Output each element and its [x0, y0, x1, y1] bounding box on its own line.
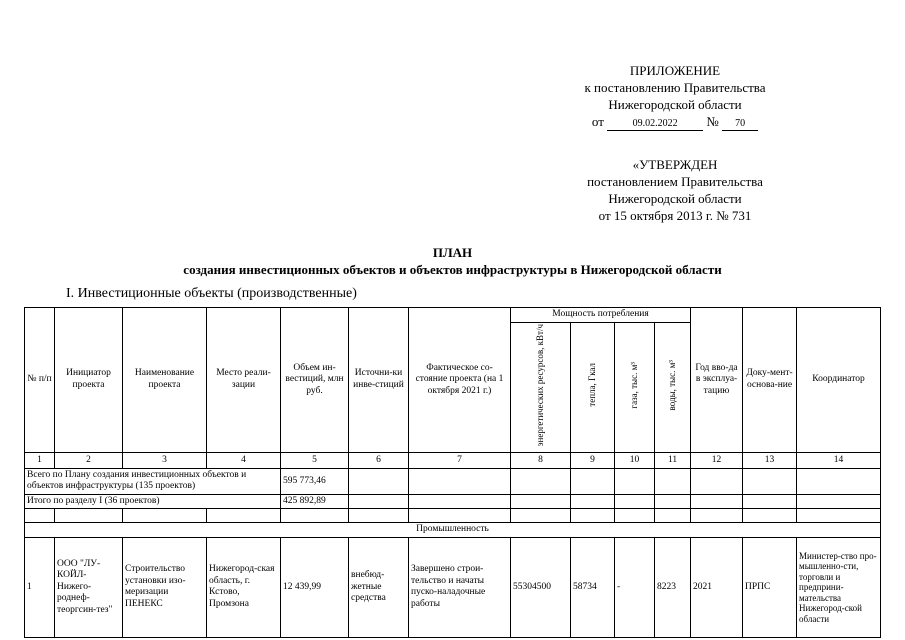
- appendix-title: ПРИЛОЖЕНИЕ: [629, 63, 721, 78]
- row-name: Строительство установки изо-меризации ПЕНЕКС: [123, 537, 207, 637]
- header-name: Наименование проекта: [123, 308, 207, 453]
- row-volume: 12 439,99: [281, 537, 349, 637]
- row-status: Завершено строи-тельство и начаты пуско-наладочные работы: [409, 537, 511, 637]
- header-gas-cell: [615, 323, 655, 453]
- header-sources: Источни-ки инве-стиций: [349, 308, 409, 453]
- approved-block: [540, 156, 810, 224]
- appendix-number-label: №: [706, 114, 719, 129]
- row-initiator: ООО "ЛУ-КОЙЛ-Нижего-роднеф-теоргсин-тез": [55, 537, 123, 637]
- appendix-date-line: [540, 113, 810, 131]
- row-sources: внебюд-жетные средства: [349, 537, 409, 637]
- row-gas: -: [615, 537, 655, 637]
- approved-line3: Нижегородской области: [608, 191, 742, 206]
- header-volume: Объем ин-вестиций, млн руб.: [281, 308, 349, 453]
- appendix-number: 70: [722, 118, 758, 131]
- column-number: 1: [25, 452, 55, 468]
- appendix-block: [540, 62, 810, 131]
- header-initiator: Инициатор проекта: [55, 308, 123, 453]
- column-number: 5: [281, 452, 349, 468]
- header-status: Фактическое со-стояние проекта (на 1 октября 2021 г.): [409, 308, 511, 453]
- appendix-line1: к постановлению Правительства: [584, 80, 766, 95]
- section-title: I. Инвестиционные объекты (производственные): [66, 286, 357, 301]
- total-plan-row: [25, 468, 881, 494]
- row-year: 2021: [691, 537, 743, 637]
- total-section-value: 425 892,89: [281, 494, 349, 509]
- row-no: 1: [25, 537, 55, 637]
- row-heat: 58734: [571, 537, 615, 637]
- column-number: 3: [123, 452, 207, 468]
- column-number: 13: [743, 452, 797, 468]
- row-place: Нижегород-ская область, г. Кстово, Промзона: [207, 537, 281, 637]
- column-number-row: [25, 452, 881, 468]
- approved-line1: «УТВЕРЖДЕН: [632, 157, 718, 172]
- row-doc: ПРПС: [743, 537, 797, 637]
- plan-title-main: ПЛАН: [432, 245, 473, 260]
- header-doc: Доку-мент-основа-ние: [743, 308, 797, 453]
- total-plan-value: 595 773,46: [281, 468, 349, 494]
- column-number: 11: [655, 452, 691, 468]
- header-place: Место реали-зации: [207, 308, 281, 453]
- industry-row: [25, 523, 881, 538]
- header-energy-cell: [511, 323, 571, 453]
- header-row-1: [25, 308, 881, 323]
- plan-title: [0, 244, 905, 278]
- column-number: 12: [691, 452, 743, 468]
- industry-label: Промышленность: [25, 523, 881, 538]
- total-section-row: [25, 494, 881, 509]
- header-energy: энергетических ресурсов, кВт/ч: [534, 324, 545, 447]
- row-energy: 55304500: [511, 537, 571, 637]
- column-number: 8: [511, 452, 571, 468]
- appendix-date: 09.02.2022: [607, 118, 703, 131]
- column-number: 4: [207, 452, 281, 468]
- header-coordinator: Координатор: [797, 308, 881, 453]
- appendix-from-label: от: [591, 114, 604, 129]
- plan-table: [24, 307, 881, 638]
- header-gas: газа, тыс. м³: [628, 361, 639, 409]
- total-section-label: Итого по разделу I (36 проектов): [25, 494, 281, 509]
- header-water-cell: [655, 323, 691, 453]
- header-heat: тепла, Гкал: [586, 363, 597, 408]
- header-heat-cell: [571, 323, 615, 453]
- row-water: 8223: [655, 537, 691, 637]
- appendix-line2: Нижегородской области: [608, 97, 742, 112]
- column-number: 10: [615, 452, 655, 468]
- header-capacity: Мощность потребления: [511, 308, 691, 323]
- table-row: [25, 537, 881, 637]
- row-coordinator: Министер-ство про-мышленно-сти, торговли и предприни-мательства Нижегород-ской области: [797, 537, 881, 637]
- column-number: 9: [571, 452, 615, 468]
- plan-title-sub: создания инвестиционных объектов и объектов инфраструктуры в Нижегородской области: [183, 262, 722, 277]
- header-year: Год вво-да в эксплуа-тацию: [691, 308, 743, 453]
- empty-row: [25, 509, 881, 523]
- approved-line2: постановлением Правительства: [587, 174, 763, 189]
- header-water: воды, тыс. м³: [666, 359, 677, 411]
- total-plan-label: Всего по Плану создания инвестиционных объектов и объектов инфраструктуры (135 проектов): [25, 468, 281, 494]
- approved-line4: от 15 октября 2013 г. № 731: [598, 208, 752, 223]
- column-number: 14: [797, 452, 881, 468]
- column-number: 2: [55, 452, 123, 468]
- column-number: 6: [349, 452, 409, 468]
- column-number: 7: [409, 452, 511, 468]
- header-no: № п/п: [25, 308, 55, 453]
